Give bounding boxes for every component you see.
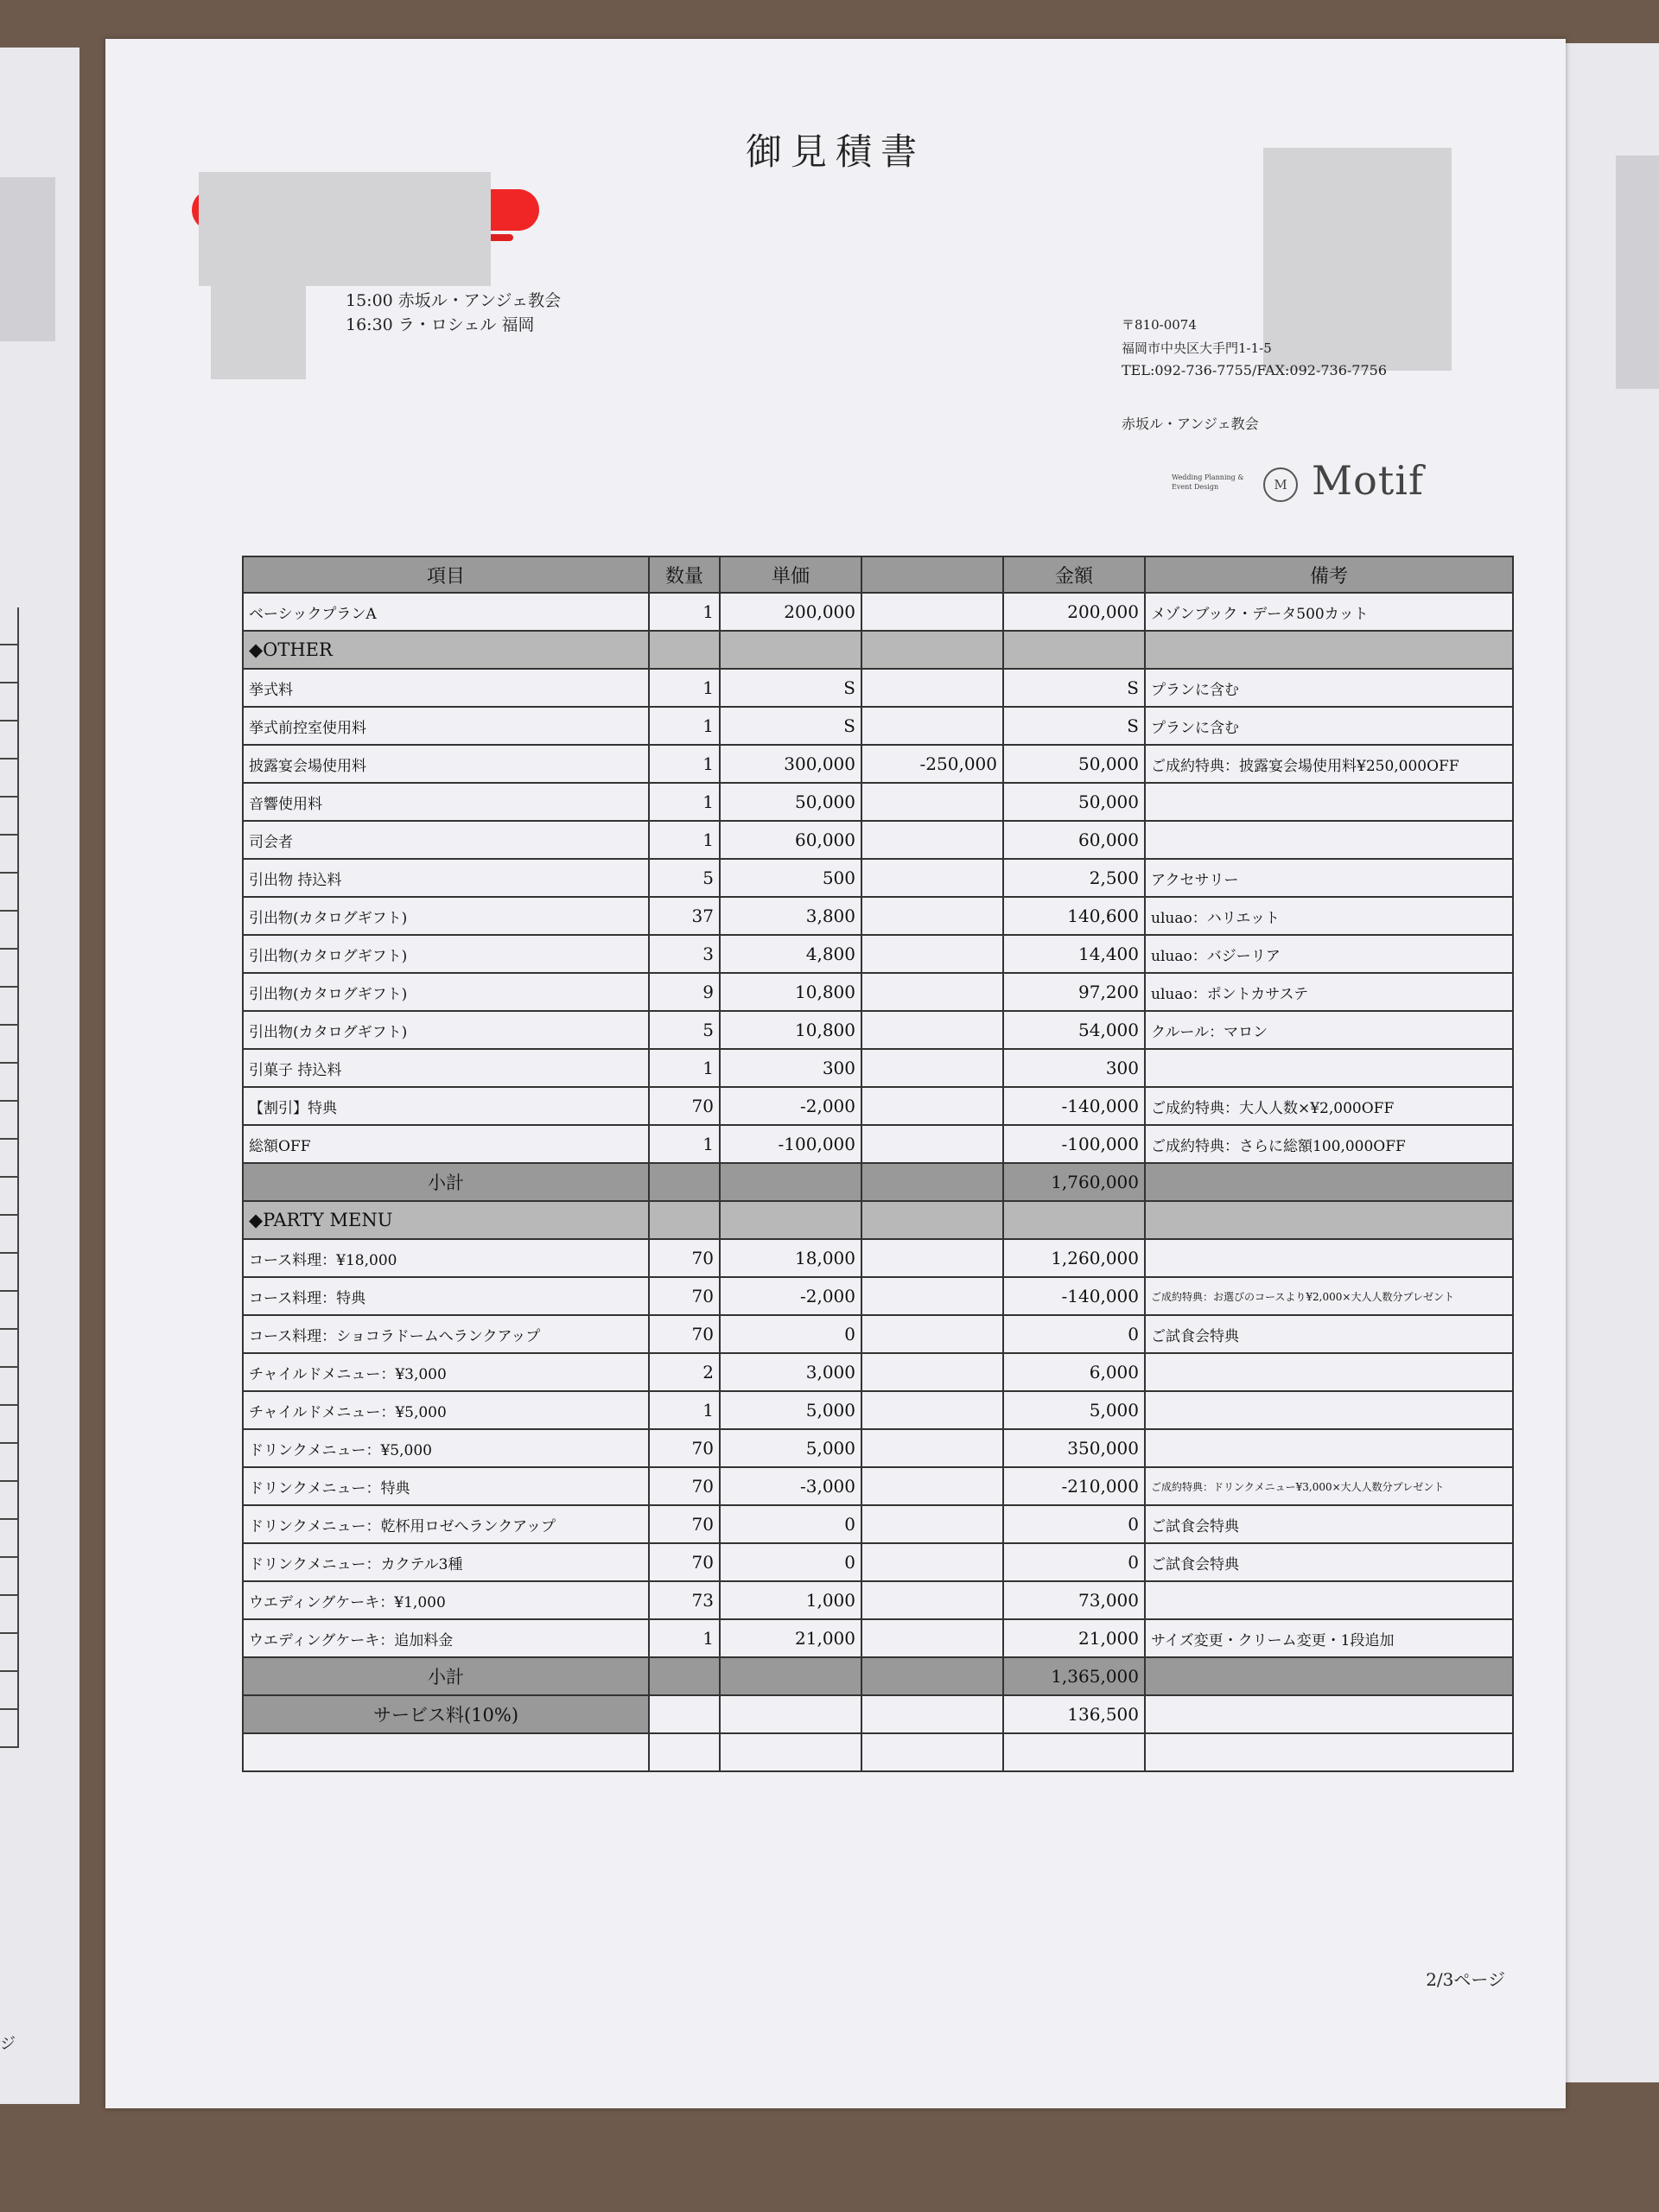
cell-qty: 70 [649, 1087, 720, 1125]
table-row [243, 1125, 1513, 1163]
cell-item: チャイルドメニュー：¥5,000 [243, 1391, 649, 1429]
cell-discount [861, 859, 1003, 897]
subtotal-row [243, 1163, 1513, 1201]
table-header-row [243, 556, 1513, 593]
empty-cell [861, 1163, 1003, 1201]
cell-qty: 1 [649, 707, 720, 745]
cell-amount: -140,000 [1003, 1277, 1145, 1315]
cell-qty: 1 [649, 593, 720, 631]
cell-amount: 21,000 [1003, 1619, 1145, 1657]
cell-qty: 1 [649, 1619, 720, 1657]
cell-discount [861, 707, 1003, 745]
empty-cell [720, 631, 861, 669]
empty-cell [649, 1657, 720, 1695]
adjacent-page-number: ジ [0, 2035, 16, 2053]
cell-amount: 14,400 [1003, 935, 1145, 973]
cell-item: 挙式前控室使用料 [243, 707, 649, 745]
cell-item: 引出物(カタログギフト) [243, 1011, 649, 1049]
venue-line-2: 16:30 ラ・ロシェル 福岡 [346, 315, 535, 334]
cell-discount [861, 1315, 1003, 1353]
cell-unit-price: 10,800 [720, 1011, 861, 1049]
redacted-area [0, 177, 55, 341]
company-tel-fax: TEL:092-736-7755/FAX:092-736-7756 [1122, 362, 1388, 378]
cell-note: アクセサリー [1145, 859, 1513, 897]
empty-cell [861, 1695, 1003, 1733]
cell-note [1145, 1391, 1513, 1429]
cell-qty: 1 [649, 745, 720, 783]
cell-discount [861, 593, 1003, 631]
cell-amount: 0 [1003, 1315, 1145, 1353]
cell-item: コース料理：¥18,000 [243, 1239, 649, 1277]
cell-item: 引出物(カタログギフト) [243, 935, 649, 973]
cell-qty: 5 [649, 859, 720, 897]
table-row [243, 1543, 1513, 1581]
empty-cell [649, 1201, 720, 1239]
cell-item: 【割引】特典 [243, 1087, 649, 1125]
cell-note [1145, 783, 1513, 821]
empty-cell [720, 1163, 861, 1201]
section-row [243, 631, 1513, 669]
cell-amount: 5,000 [1003, 1391, 1145, 1429]
cell-discount [861, 1049, 1003, 1087]
cell-amount: 60,000 [1003, 821, 1145, 859]
cell-unit-price: 0 [720, 1505, 861, 1543]
empty-cell [720, 1695, 861, 1733]
header-qty: 数量 [649, 556, 720, 593]
section-label: ◆PARTY MENU [243, 1201, 649, 1239]
header-blank [861, 556, 1003, 593]
cell-unit-price: -2,000 [720, 1277, 861, 1315]
table-row [243, 1315, 1513, 1353]
cell-note: サイズ変更・クリーム変更・1段追加 [1145, 1619, 1513, 1657]
cell-amount: S [1003, 669, 1145, 707]
cell-unit-price: 10,800 [720, 973, 861, 1011]
table-row [243, 821, 1513, 859]
cell-discount [861, 821, 1003, 859]
cell-qty: 70 [649, 1543, 720, 1581]
cell-unit-price: 0 [720, 1315, 861, 1353]
cell-note: ご試食会特典 [1145, 1543, 1513, 1581]
service-fee-label: サービス料(10%) [243, 1695, 649, 1733]
cell-amount: 300 [1003, 1049, 1145, 1087]
estimate-table [242, 556, 1514, 1772]
header-notes: 備考 [1145, 556, 1513, 593]
cell-amount: 50,000 [1003, 783, 1145, 821]
cell-amount: 200,000 [1003, 593, 1145, 631]
cell-item: 音響使用料 [243, 783, 649, 821]
cell-note [1145, 1353, 1513, 1391]
cell-note: ご成約特典：お選びのコースより¥2,000×大人人数分プレゼント [1145, 1277, 1513, 1315]
cell-qty: 1 [649, 1391, 720, 1429]
cell-unit-price: 200,000 [720, 593, 861, 631]
cell-qty: 9 [649, 973, 720, 1011]
cell-amount: -140,000 [1003, 1087, 1145, 1125]
empty-cell [243, 1733, 649, 1771]
cell-amount: 6,000 [1003, 1353, 1145, 1391]
empty-cell [861, 631, 1003, 669]
logo-text: Motif [1312, 457, 1425, 504]
cell-amount: 97,200 [1003, 973, 1145, 1011]
cell-discount [861, 1505, 1003, 1543]
header-item: 項目 [243, 556, 649, 593]
cell-qty: 1 [649, 1049, 720, 1087]
cell-unit-price: 300,000 [720, 745, 861, 783]
empty-cell [1003, 631, 1145, 669]
table-row [243, 1619, 1513, 1657]
cell-discount [861, 669, 1003, 707]
cell-unit-price: 1,000 [720, 1581, 861, 1619]
cell-amount: S [1003, 707, 1145, 745]
table-row [243, 1467, 1513, 1505]
cell-note [1145, 1581, 1513, 1619]
cell-note: ご成約特典：さらに総額100,000OFF [1145, 1125, 1513, 1163]
cell-unit-price: 5,000 [720, 1391, 861, 1429]
cell-unit-price: 50,000 [720, 783, 861, 821]
subtotal-row [243, 1657, 1513, 1695]
cell-unit-price: 18,000 [720, 1239, 861, 1277]
subtotal-amount: 1,760,000 [1003, 1163, 1145, 1201]
cell-amount: 2,500 [1003, 859, 1145, 897]
cell-unit-price: 0 [720, 1543, 861, 1581]
empty-cell [861, 1657, 1003, 1695]
cell-item: ドリンクメニュー：特典 [243, 1467, 649, 1505]
empty-cell [1145, 1733, 1513, 1771]
cell-note: メゾンブック・データ500カット [1145, 593, 1513, 631]
table-row [243, 859, 1513, 897]
subtotal-label: 小計 [243, 1163, 649, 1201]
cell-item: 引出物(カタログギフト) [243, 897, 649, 935]
cell-discount [861, 1087, 1003, 1125]
empty-cell [1003, 1733, 1145, 1771]
cell-item: 司会者 [243, 821, 649, 859]
section-label: ◆OTHER [243, 631, 649, 669]
cell-note [1145, 1049, 1513, 1087]
company-branch: 赤坂ル・アンジェ教会 [1122, 416, 1259, 432]
cell-note: クルール：マロン [1145, 1011, 1513, 1049]
cell-qty: 73 [649, 1581, 720, 1619]
cell-discount [861, 1125, 1003, 1163]
empty-cell [861, 1733, 1003, 1771]
table-row [243, 1011, 1513, 1049]
service-fee-amount: 136,500 [1003, 1695, 1145, 1733]
table-row [243, 1049, 1513, 1087]
empty-cell [720, 1657, 861, 1695]
cell-note: ご成約特典：ドリンクメニュー¥3,000×大人人数分プレゼント [1145, 1467, 1513, 1505]
company-postal: 〒810-0074 [1122, 317, 1197, 333]
page-number: 2/3ページ [1426, 1969, 1505, 1990]
empty-cell [1145, 1657, 1513, 1695]
cell-unit-price: S [720, 669, 861, 707]
cell-amount: -100,000 [1003, 1125, 1145, 1163]
redacted-area [1616, 156, 1659, 389]
header-amount: 金額 [1003, 556, 1145, 593]
cell-discount [861, 1619, 1003, 1657]
empty-cell [1145, 1695, 1513, 1733]
cell-discount [861, 783, 1003, 821]
empty-cell [649, 1733, 720, 1771]
subtotal-amount: 1,365,000 [1003, 1657, 1145, 1695]
cell-unit-price: 4,800 [720, 935, 861, 973]
cell-item: ドリンクメニュー：乾杯用ロゼへランクアップ [243, 1505, 649, 1543]
left-adjacent-page [0, 48, 79, 2104]
cell-qty: 70 [649, 1467, 720, 1505]
empty-cell [1145, 1163, 1513, 1201]
cell-note: uluao：ポントカサステ [1145, 973, 1513, 1011]
table-row [243, 1391, 1513, 1429]
redacted-stamp [1263, 148, 1452, 371]
table-row [243, 593, 1513, 631]
logo-mark-icon: M [1263, 467, 1298, 502]
cell-unit-price: 21,000 [720, 1619, 861, 1657]
cell-item: 挙式料 [243, 669, 649, 707]
header-unit-price: 単価 [720, 556, 861, 593]
cell-discount [861, 1429, 1003, 1467]
cell-discount [861, 973, 1003, 1011]
table-row [243, 1505, 1513, 1543]
cell-unit-price: 5,000 [720, 1429, 861, 1467]
empty-cell [1145, 1201, 1513, 1239]
empty-cell [649, 1163, 720, 1201]
table-row [243, 745, 1513, 783]
adjacent-table-edge [0, 607, 19, 1748]
cell-discount [861, 1239, 1003, 1277]
cell-note: プランに含む [1145, 707, 1513, 745]
cell-discount [861, 1391, 1003, 1429]
cell-item: 引出物(カタログギフト) [243, 973, 649, 1011]
company-address: 福岡市中央区大手門1-1-5 [1122, 340, 1272, 356]
cell-unit-price: -2,000 [720, 1087, 861, 1125]
table-row [243, 935, 1513, 973]
cell-note: uluao：ハリエット [1145, 897, 1513, 935]
table-row [243, 1353, 1513, 1391]
cell-item: ドリンクメニュー：カクテル3種 [243, 1543, 649, 1581]
cell-note: プランに含む [1145, 669, 1513, 707]
cell-amount: 54,000 [1003, 1011, 1145, 1049]
cell-discount [861, 897, 1003, 935]
cell-item: コース料理：ショコラドームへランクアップ [243, 1315, 649, 1353]
cell-qty: 70 [649, 1277, 720, 1315]
cell-qty: 70 [649, 1239, 720, 1277]
cell-unit-price: -3,000 [720, 1467, 861, 1505]
empty-cell [720, 1201, 861, 1239]
cell-amount: 140,600 [1003, 897, 1145, 935]
cell-discount [861, 1467, 1003, 1505]
table-row [243, 1087, 1513, 1125]
cell-unit-price: 3,800 [720, 897, 861, 935]
cell-amount: 50,000 [1003, 745, 1145, 783]
empty-cell [861, 1201, 1003, 1239]
cell-qty: 37 [649, 897, 720, 935]
cell-qty: 1 [649, 669, 720, 707]
cell-qty: 1 [649, 783, 720, 821]
cell-qty: 70 [649, 1315, 720, 1353]
cell-qty: 1 [649, 1125, 720, 1163]
empty-cell [1003, 1201, 1145, 1239]
cell-item: コース料理：特典 [243, 1277, 649, 1315]
table-row [243, 707, 1513, 745]
cell-unit-price: S [720, 707, 861, 745]
cell-discount [861, 1581, 1003, 1619]
table-row [243, 1277, 1513, 1315]
cell-qty: 70 [649, 1429, 720, 1467]
table-row [243, 1239, 1513, 1277]
cell-amount: 0 [1003, 1505, 1145, 1543]
cell-item: ベーシックプランA [243, 593, 649, 631]
cell-note [1145, 1239, 1513, 1277]
cell-discount [861, 1011, 1003, 1049]
section-row [243, 1201, 1513, 1239]
cell-qty: 70 [649, 1505, 720, 1543]
cell-note [1145, 821, 1513, 859]
estimate-page [105, 39, 1566, 2108]
venue-line-1: 15:00 赤坂ル・アンジェ教会 [346, 291, 562, 310]
cell-note: ご成約特典：大人人数×¥2,000OFF [1145, 1087, 1513, 1125]
empty-cell [1145, 631, 1513, 669]
cell-discount [861, 1277, 1003, 1315]
cell-item: ドリンクメニュー：¥5,000 [243, 1429, 649, 1467]
table-row [243, 1429, 1513, 1467]
cell-unit-price: 3,000 [720, 1353, 861, 1391]
cell-unit-price: -100,000 [720, 1125, 861, 1163]
cell-amount: 350,000 [1003, 1429, 1145, 1467]
table-row [243, 783, 1513, 821]
cell-discount [861, 935, 1003, 973]
subtotal-label: 小計 [243, 1657, 649, 1695]
blank-row [243, 1733, 1513, 1771]
cell-note: uluao：バジーリア [1145, 935, 1513, 973]
cell-item: 披露宴会場使用料 [243, 745, 649, 783]
cell-item: ウエディングケーキ：¥1,000 [243, 1581, 649, 1619]
service-fee-row [243, 1695, 1513, 1733]
empty-cell [649, 631, 720, 669]
cell-note: ご成約特典：披露宴会場使用料¥250,000OFF [1145, 745, 1513, 783]
table-row [243, 1581, 1513, 1619]
table-row [243, 669, 1513, 707]
cell-amount: 73,000 [1003, 1581, 1145, 1619]
table-row [243, 897, 1513, 935]
cell-unit-price: 60,000 [720, 821, 861, 859]
cell-amount: -210,000 [1003, 1467, 1145, 1505]
cell-amount: 1,260,000 [1003, 1239, 1145, 1277]
cell-item: 引菓子 持込料 [243, 1049, 649, 1087]
redacted-date [211, 284, 306, 379]
cell-item: 総額OFF [243, 1125, 649, 1163]
logo-tagline: Wedding Planning & Event Design [1172, 474, 1244, 491]
cell-qty: 3 [649, 935, 720, 973]
empty-cell [649, 1695, 720, 1733]
cell-note: ご試食会特典 [1145, 1505, 1513, 1543]
cell-discount: -250,000 [861, 745, 1003, 783]
redacted-client-name [199, 172, 491, 286]
cell-item: チャイルドメニュー：¥3,000 [243, 1353, 649, 1391]
cell-item: 引出物 持込料 [243, 859, 649, 897]
cell-qty: 1 [649, 821, 720, 859]
cell-note [1145, 1429, 1513, 1467]
cell-qty: 5 [649, 1011, 720, 1049]
cell-item: ウエディングケーキ：追加料金 [243, 1619, 649, 1657]
document-title: 御見積書 [745, 130, 925, 173]
cell-amount: 0 [1003, 1543, 1145, 1581]
empty-cell [720, 1733, 861, 1771]
cell-discount [861, 1543, 1003, 1581]
cell-note: ご試食会特典 [1145, 1315, 1513, 1353]
table-row [243, 973, 1513, 1011]
cell-discount [861, 1353, 1003, 1391]
cell-qty: 2 [649, 1353, 720, 1391]
cell-unit-price: 300 [720, 1049, 861, 1087]
cell-unit-price: 500 [720, 859, 861, 897]
